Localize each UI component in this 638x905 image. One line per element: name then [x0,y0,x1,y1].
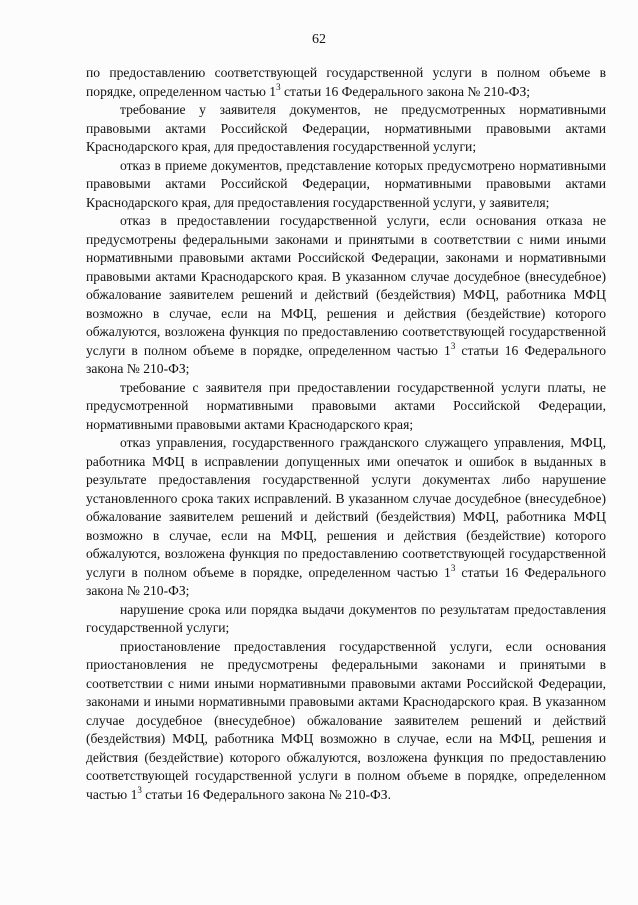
superscript: 3 [450,562,456,573]
page-number: 62 [312,32,326,47]
superscript: 3 [276,81,281,92]
paragraph-text: по предоставлению соответствующей государственной услуги в полном объеме в порядке, определенном частью 1 [86,65,606,99]
paragraph [86,379,606,435]
paragraph-text: требование у заявителя документов, не предусмотренных нормативными правовыми актами Российской Федерации, нормативными правовыми актами Краснодарского края, для предоставления государственной услуги; [86,102,606,154]
paragraph-text: приостановление предоставления государственной услуги, если основания приостановления не предусмотрены федеральными законами и принятыми в соответствии с ними иными нормативными правовыми актами Российской Федерации, законами и иными нормативными правовыми актами Краснодарского края. В указанном случае досудебное (внесудебное) обжалование заявителем решений и действий (бездействия) МФЦ, работника МФЦ возможно в случае, если на МФЦ, решения и действия (бездействие) которого обжалуются, возложена функция по предоставлению соответствующей государственной услуги в полном объеме в порядке, определенном частью 1 [86,638,606,802]
paragraph-text-cont: статьи 16 Федерального закона № 210-ФЗ; [86,564,606,598]
paragraph [86,157,606,213]
paragraph-text: нарушение срока или порядка выдачи документов по результатам предоставления государственной услуги; [86,601,606,635]
paragraph-text: отказ управления, государственного гражданского служащего управления, МФЦ, работника МФЦ в исправлении допущенных ими опечаток и ошибок в выданных в результате предоставления государственной услуги документах либо нарушение установленного срока таких исправлений. В указанном случае досудебное (внесудебное) обжалование заявителем решений и действий (бездействия) МФЦ, работника МФЦ возможно в случае, если на МФЦ, решения и действия (бездействие) которого обжалуются, возложена функция по предоставлению соответствующей государственной услуги в полном объеме в порядке, определенном частью 1 [86,435,606,580]
superscript: 3 [450,340,456,351]
paragraph [86,601,606,638]
paragraph-text-cont: статьи 16 Федерального закона № 210-ФЗ; [86,342,606,376]
paragraph-text: отказ в предоставлении государственной услуги, если основания отказа не предусмотрены федеральными законами и принятыми в соответствии с ними иными нормативными правовыми актами Российской Федерации, законами и нормативными правовыми актами Краснодарского края. В указанном случае досудебное (внесудебное) обжалование заявителем решений и действий (бездействия) МФЦ, работника МФЦ возможно в случае, если на МФЦ, решения и действия (бездействие) которого обжалуются, возложена функция по предоставлению соответствующей государственной услуги в полном объеме в порядке, определенном частью 1 [86,213,606,358]
superscript: 3 [137,784,142,795]
paragraph-text: требование с заявителя при предоставлении государственной услуги платы, не предусмотренной нормативными правовыми актами Российской Федерации, нормативными правовыми актами Краснодарского края; [86,379,606,432]
paragraph [86,101,606,157]
paragraph-text: отказ в приеме документов, представление которых предусмотрено нормативными правовыми актами Российской Федерации, нормативными правовыми актами Краснодарского края, для предоставления государственной услуги, у заявителя; [86,157,606,210]
paragraph [86,638,606,805]
paragraph [86,434,606,601]
paragraph-text-cont: статьи 16 Федерального закона № 210-ФЗ; [280,83,531,99]
document-body [86,64,606,804]
paragraph-text-cont: статьи 16 Федерального закона № 210-ФЗ. [141,786,391,802]
paragraph [86,64,606,101]
paragraph [86,212,606,379]
